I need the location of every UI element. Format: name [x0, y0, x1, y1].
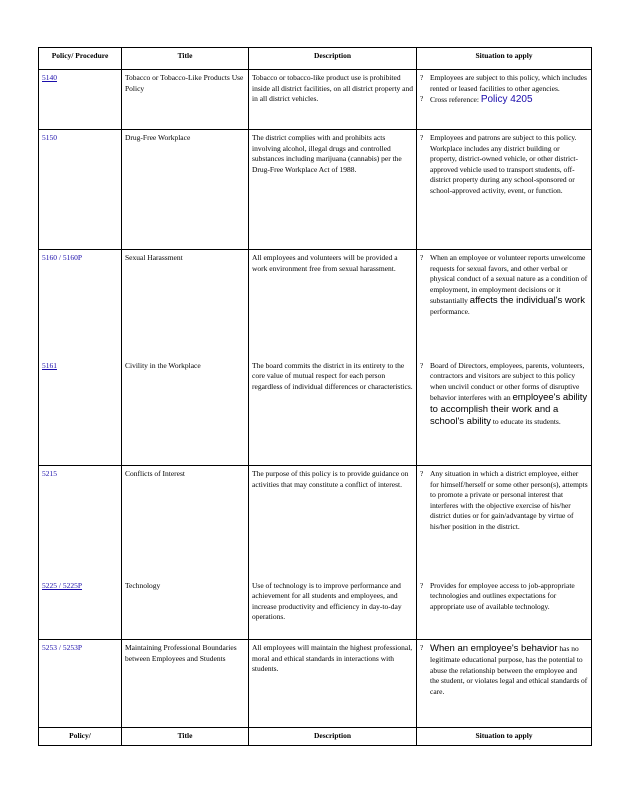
- description-cell: The purpose of this policy is to provide guidance on activities that may constitute a conflict of interest.: [249, 466, 417, 578]
- cross-reference-value: Policy 4205: [480, 94, 533, 105]
- table-row: [39, 250, 592, 358]
- table-row: [39, 578, 592, 640]
- policy-table: [38, 47, 592, 746]
- description-cell: All employees will maintain the highest professional, moral and ethical standards in interactions with students.: [249, 640, 417, 728]
- policy-id-cell: [39, 70, 122, 130]
- situation-cell: ? Board of Directors, employees, parents, volunteers, contractors and visitors are subject to this policy when uncivil conduct or other forms of disruptive behavior interferes with an employee's ability to accomplish their work and a school's ability to educate its students.: [417, 358, 592, 466]
- table-row: [39, 358, 592, 466]
- description-cell: The district complies with and prohibits acts involving alcohol, illegal drugs and controlled substances including marijuana (cannabis) per the Drug-Free Workplace Act of 1988.: [249, 130, 417, 250]
- title-cell: Conflicts of Interest: [122, 466, 249, 578]
- policy-link[interactable]: 5161: [42, 360, 57, 370]
- policy-link[interactable]: 5140: [42, 73, 57, 82]
- policy-id: 5253 / 5253P: [42, 643, 83, 652]
- footer-header-description: Description: [249, 728, 417, 746]
- policy-id-cell: [39, 466, 122, 578]
- policy-id-cell: [39, 130, 122, 250]
- description-cell: The board commits the district in its entirety to the core value of mutual respect for each person regardless of individual differences or characteristics.: [249, 358, 417, 466]
- title-cell: Sexual Harassment: [122, 250, 249, 358]
- table-header-row: [39, 48, 592, 70]
- title-cell: Civility in the Workplace: [122, 358, 249, 466]
- situation-cell: ? When an employee or volunteer reports unwelcome requests for sexual favors, and other verbal or physical conduct of a sexual nature as a condition of employment, in employment decisions or it substantially affects the individual's work performance.: [417, 250, 592, 358]
- cross-reference-label: Cross reference:: [430, 95, 479, 104]
- title-cell: Maintaining Professional Boundaries between Employees and Students: [122, 640, 249, 728]
- title-cell: Drug-Free Workplace: [122, 130, 249, 250]
- bullet-glyph: ?: [420, 469, 424, 478]
- bullet-glyph: ?: [420, 133, 424, 142]
- situation-cell: ? Employees are subject to this policy, which includes rented or leased facilities to other agencies. ? Cross reference: Policy 4205: [417, 70, 592, 130]
- policy-id-cell: [39, 578, 122, 640]
- footer-header-situation: Situation to apply: [417, 728, 592, 746]
- bullet-glyph: ?: [420, 643, 424, 652]
- bullet-glyph: ?: [420, 73, 424, 82]
- description-cell: All employees and volunteers will be provided a work environment free from sexual harassment.: [249, 250, 417, 358]
- table-row: [39, 130, 592, 250]
- policy-id-cell: [39, 250, 122, 358]
- situation-cell: ? Any situation in which a district employee, either for himself/herself or some other person(s), attempts to promote a private or personal interest that interferes with the objective exercise of his/her district duties or for gain/advantage by virtue of his/her position in the district.: [417, 466, 592, 578]
- situation-cell: ? Provides for employee access to job-appropriate technologies and outlines expectations for appropriate use of available technology.: [417, 578, 592, 640]
- policy-id-cell: [39, 358, 122, 466]
- policy-id: 5150: [42, 133, 57, 142]
- description-cell: Tobacco or tobacco-like product use is prohibited inside all district facilities, on all district property and in all district vehicles.: [249, 70, 417, 130]
- bullet-glyph: ?: [420, 360, 424, 370]
- policy-link[interactable]: 5225 / 5225P: [42, 580, 83, 590]
- footer-header-policy: Policy/: [39, 728, 122, 746]
- header-policy: Policy/ Procedure: [39, 48, 122, 70]
- bullet-glyph: ?: [420, 94, 424, 103]
- situation-cell: ? Employees and patrons are subject to this policy. Workplace includes any district building or property, district-owned vehicle, or other district-approved vehicle used to transport students, off-district property during any school-sponsored or school-approved activity, event, or function.: [417, 130, 592, 250]
- policy-id-cell: [39, 640, 122, 728]
- table-footer-header-row: [39, 728, 592, 746]
- bullet-glyph: ?: [420, 580, 424, 590]
- footer-header-title: Title: [122, 728, 249, 746]
- description-cell: Use of technology is to improve performance and achievement for all students and employees, and increase productivity and efficiency in day-to-day operations.: [249, 578, 417, 640]
- policy-id: 5215: [42, 469, 57, 478]
- header-title: Title: [122, 48, 249, 70]
- table-row: [39, 640, 592, 728]
- title-cell: Tobacco or Tobacco-Like Products Use Policy: [122, 70, 249, 130]
- table-row: [39, 466, 592, 578]
- header-description: Description: [249, 48, 417, 70]
- title-cell: Technology: [122, 578, 249, 640]
- policy-id: 5160 / 5160P: [42, 253, 83, 262]
- situation-cell: ? When an employee's behavior has no legitimate educational purpose, has the potential to abuse the relationship between the employee and the student, or violates legal and ethical standards of care.: [417, 640, 592, 728]
- bullet-glyph: ?: [420, 253, 424, 262]
- header-situation: Situation to apply: [417, 48, 592, 70]
- table-row: [39, 70, 592, 130]
